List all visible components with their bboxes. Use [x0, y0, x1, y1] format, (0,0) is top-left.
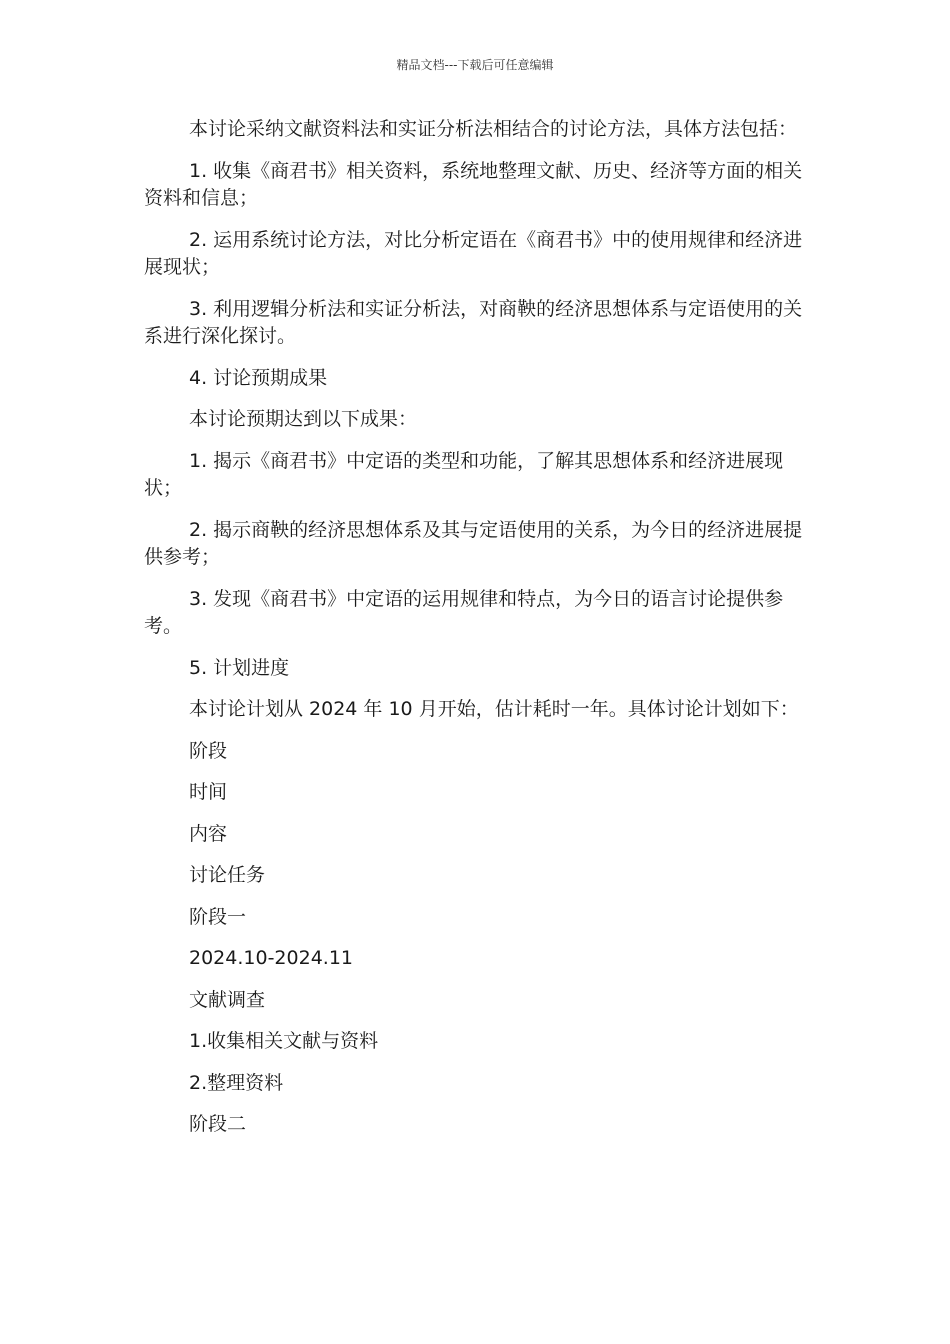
- section-heading-expected-results: 4. 讨论预期成果: [189, 366, 328, 389]
- schedule-header-content: 内容: [189, 822, 228, 845]
- schedule-stage-2: 阶段二: [189, 1113, 247, 1135]
- schedule-stage-1-time: 2024.10-2024.11: [189, 947, 353, 969]
- method-item-1: 1. 收集《商君书》相关资料，系统地整理文献、历史、经济等方面的相关资料和信息；: [144, 159, 803, 209]
- method-item-2: 2. 运用系统讨论方法，对比分析定语在《商君书》中的使用规律和经济进展现状；: [144, 228, 803, 278]
- result-item-3: 3. 发现《商君书》中定语的运用规律和特点，为今日的语言讨论提供参考。: [144, 587, 784, 637]
- schedule-stage-1-content: 文献调查: [189, 988, 266, 1011]
- section-heading-schedule: 5. 计划进度: [189, 656, 290, 679]
- document-body: [144, 116, 806, 1153]
- schedule-intro-paragraph: 本讨论计划从 2024 年 10 月开始，估计耗时一年。具体讨论计划如下：: [189, 698, 799, 720]
- method-intro-paragraph: 本讨论采纳文献资料法和实证分析法相结合的讨论方法，具体方法包括：: [189, 118, 798, 140]
- schedule-header-time: 时间: [189, 781, 228, 803]
- schedule-stage-1: 阶段一: [189, 905, 247, 928]
- schedule-header-tasks: 讨论任务: [189, 864, 266, 886]
- schedule-stage-1-task-1: 1.收集相关文献与资料: [189, 1030, 379, 1052]
- page-header: 精品文档---下载后可任意编辑: [396, 58, 554, 72]
- result-item-2: 2. 揭示商鞅的经济思想体系及其与定语使用的关系，为今日的经济进展提供参考；: [144, 518, 803, 568]
- method-item-3: 3. 利用逻辑分析法和实证分析法，对商鞅的经济思想体系与定语使用的关系进行深化探讨。: [144, 297, 803, 347]
- schedule-header-stage: 阶段: [189, 739, 228, 762]
- result-item-1: 1. 揭示《商君书》中定语的类型和功能，了解其思想体系和经济进展现状；: [144, 449, 784, 499]
- results-intro-paragraph: 本讨论预期达到以下成果：: [189, 408, 418, 430]
- schedule-stage-1-task-2: 2.整理资料: [189, 1071, 284, 1094]
